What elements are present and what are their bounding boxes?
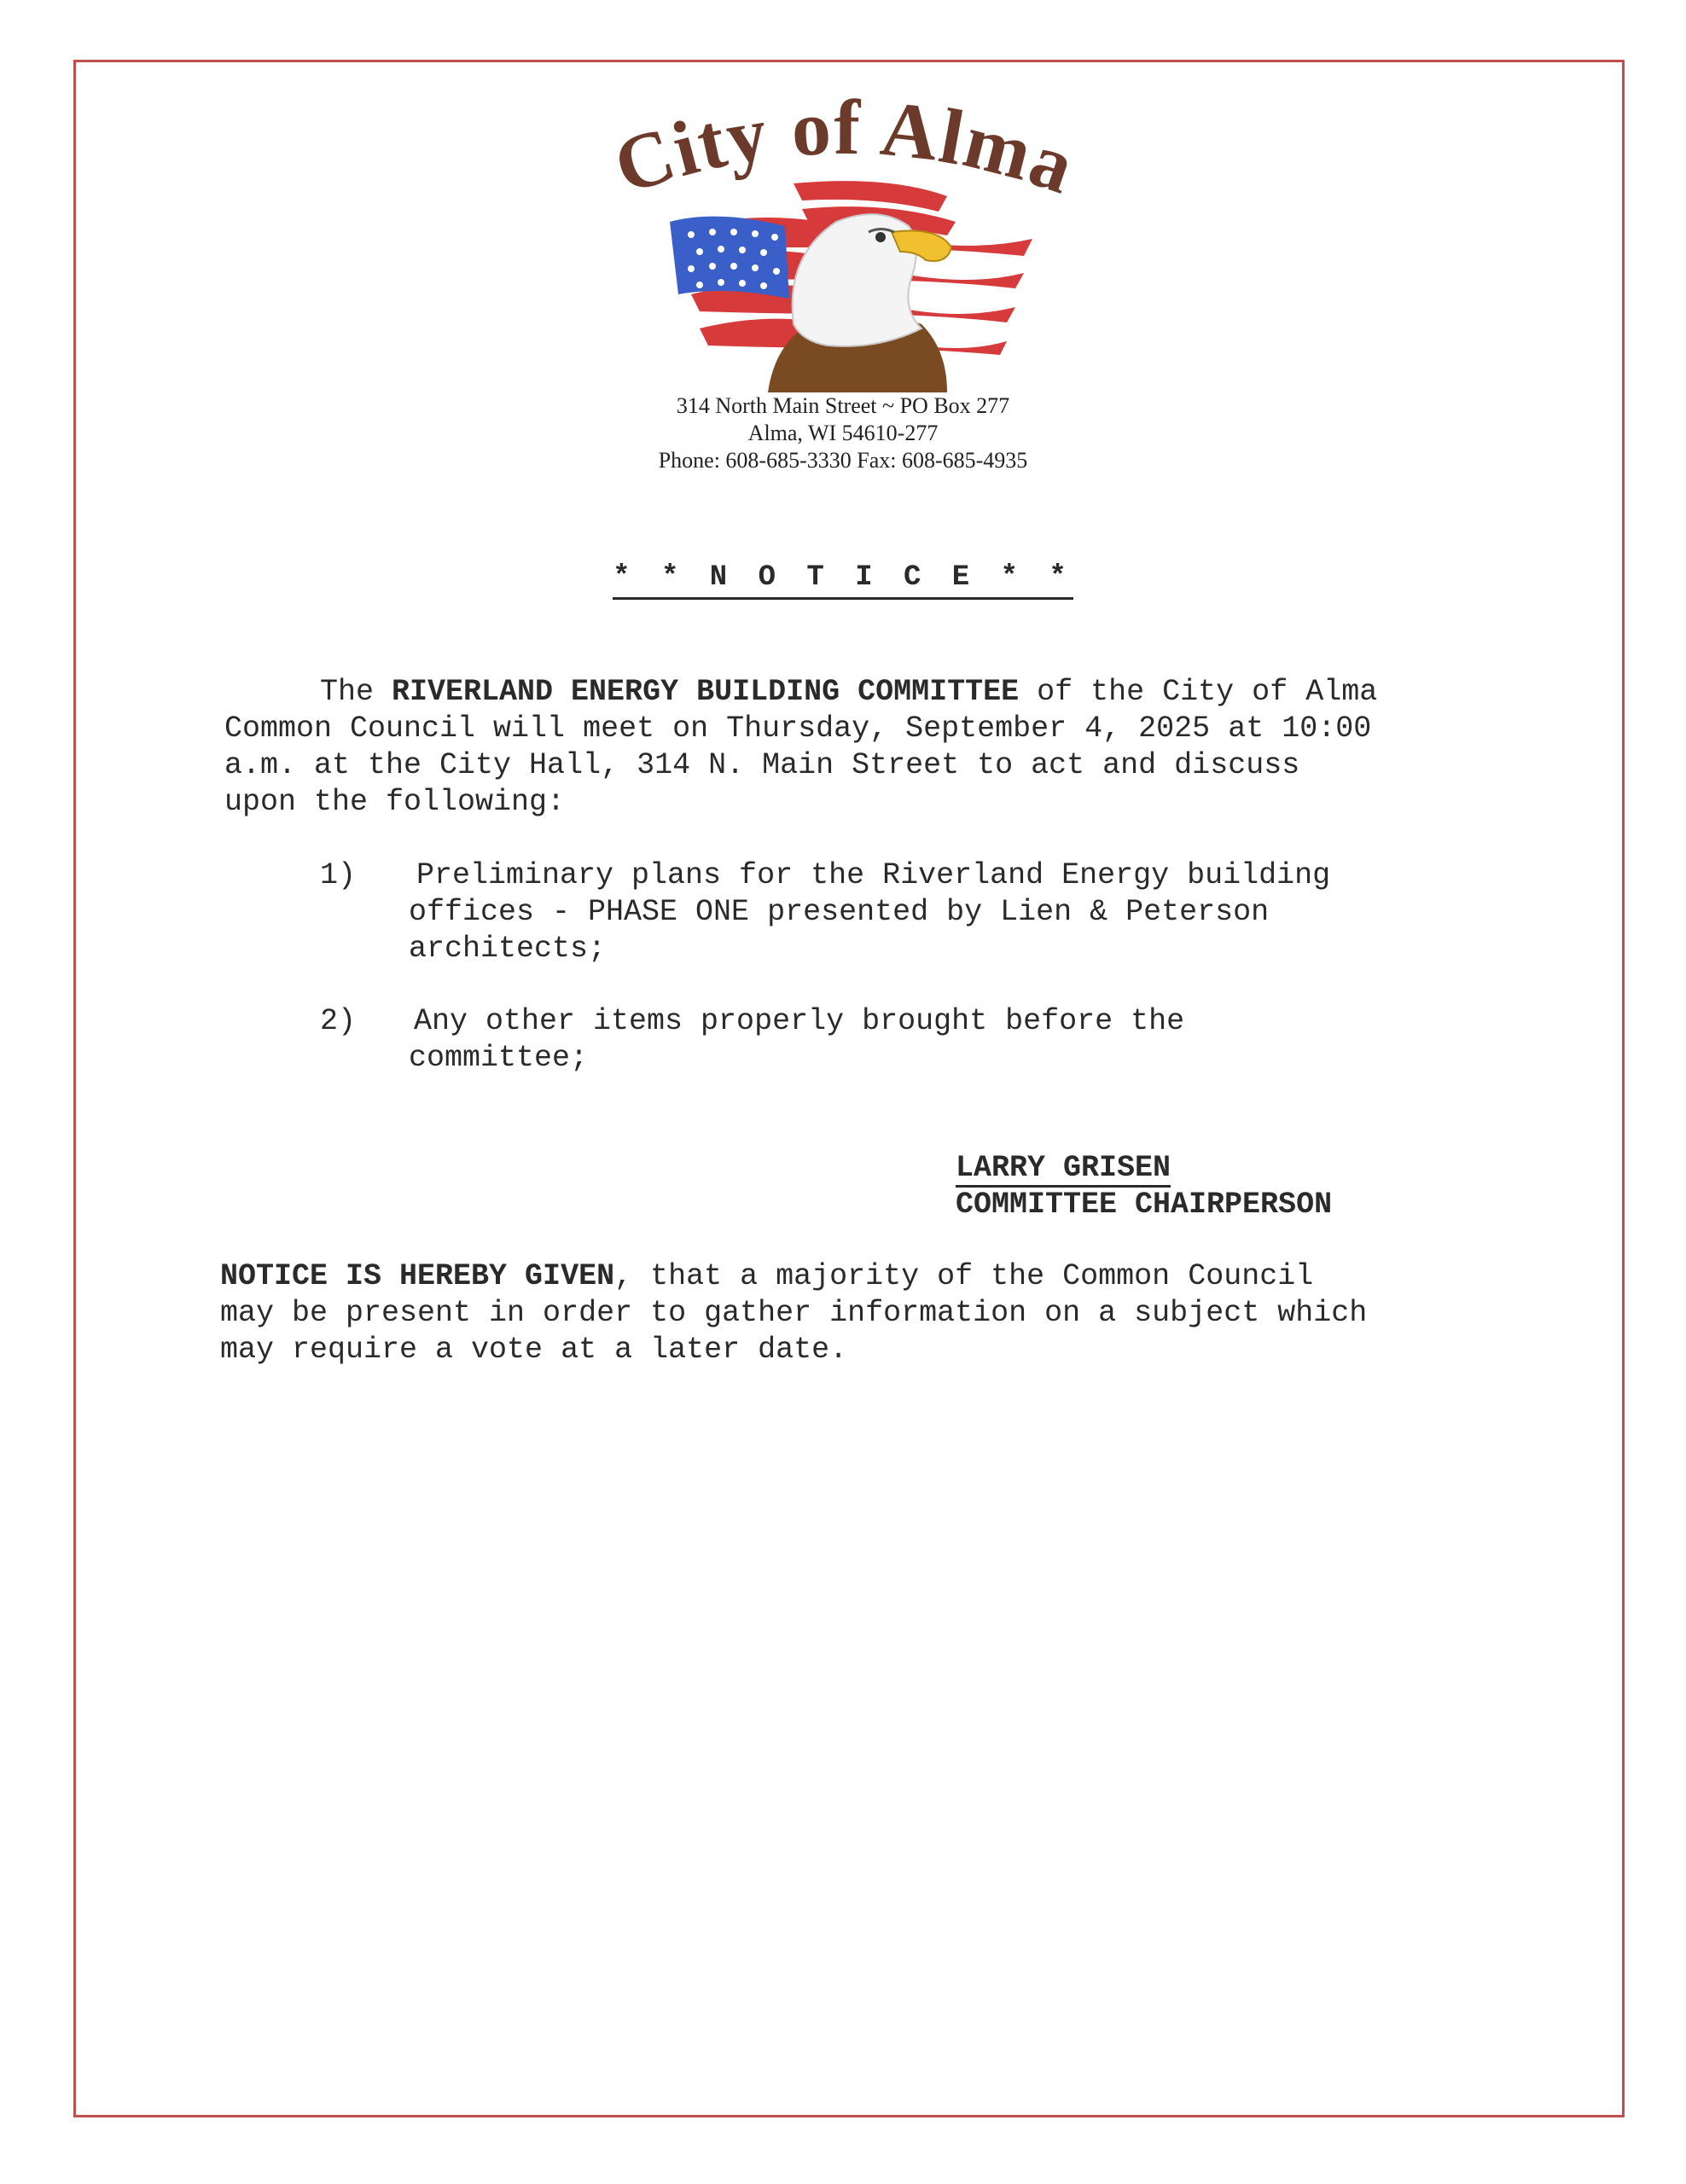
notice-heading <box>0 561 1686 594</box>
committee-name: RIVERLAND ENERGY BUILDING COMMITTEE <box>392 675 1020 709</box>
signature-title: COMMITTEE CHAIRPERSON <box>956 1188 1333 1222</box>
city-title-text: City of Alma <box>603 83 1087 211</box>
signature-name <box>956 1150 1171 1187</box>
footer-line-1 <box>220 1258 1313 1295</box>
footer-line-2: may be present in order to gather information on a subject which <box>220 1296 1368 1330</box>
footer-line-1-suffix: , that a majority of the Common Council <box>614 1259 1314 1293</box>
intro-line-4: upon the following: <box>224 785 566 819</box>
address-line-city: Alma, WI 54610-277 <box>747 421 939 445</box>
address-line-phone: Phone: 608-685-3330 Fax: 608-685-4935 <box>658 448 1028 473</box>
footer-bold-prefix: NOTICE IS HEREBY GIVEN <box>220 1259 615 1293</box>
eagle-flag-icon <box>666 179 1032 392</box>
address-line-street: 314 North Main Street ~ PO Box 277 <box>676 393 1010 418</box>
item-2-number: 2) <box>320 1004 357 1038</box>
item-2-line-1: Any other items properly brought before the <box>414 1004 1185 1038</box>
footer-line-3: may require a vote at a later date. <box>220 1333 848 1367</box>
intro-line-3: a.m. at the City Hall, 314 N. Main Street to act and discuss <box>224 748 1300 782</box>
item-2-line-2: committee; <box>409 1041 589 1075</box>
item-1-line-1: Preliminary plans for the Riverland Energy building <box>416 858 1331 892</box>
intro-line-1 <box>320 674 1377 711</box>
signature-name-text: LARRY GRISEN <box>956 1151 1171 1188</box>
item-1-number: 1) <box>320 858 357 892</box>
item-1-line-3: architects; <box>409 932 607 966</box>
intro-prefix: The <box>320 675 392 709</box>
intro-line-2: Common Council will meet on Thursday, September 4, 2025 at 10:00 <box>224 712 1372 746</box>
item-1-line-2: offices - PHASE ONE presented by Lien & Peterson <box>409 895 1270 929</box>
intro-line-1-suffix: of the City of Alma <box>1019 675 1378 709</box>
notice-heading-text: * * N O T I C E * * <box>613 561 1073 600</box>
